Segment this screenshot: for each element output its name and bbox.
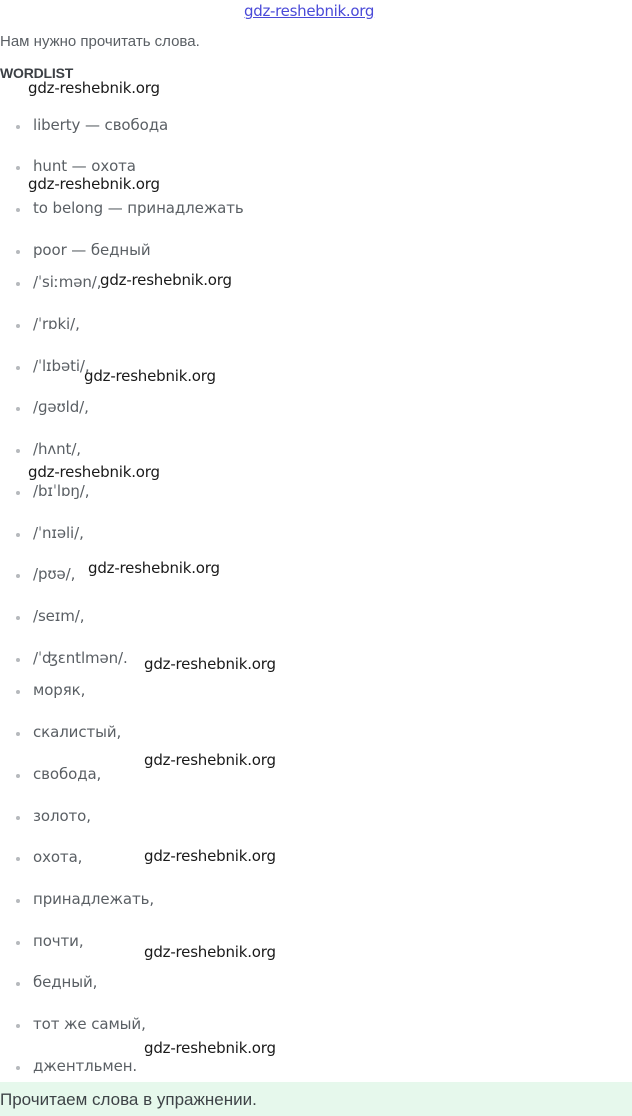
bullet-icon bbox=[16, 533, 20, 537]
list-item bbox=[0, 807, 400, 829]
word-text: /bɪˈlɒŋ/, bbox=[33, 482, 90, 500]
bullet-icon bbox=[16, 857, 20, 861]
list-item bbox=[0, 199, 400, 221]
watermark: gdz-reshebnik.org bbox=[28, 175, 160, 193]
word-text: джентльмен. bbox=[33, 1057, 138, 1075]
footer-bar bbox=[0, 1082, 632, 1116]
list-item bbox=[0, 440, 400, 462]
bullet-icon bbox=[16, 816, 20, 820]
list-item bbox=[0, 482, 400, 504]
list-item bbox=[0, 681, 400, 703]
word-text: /ˈsiːmən/, bbox=[33, 273, 102, 291]
bullet-icon bbox=[16, 449, 20, 453]
word-text: /ˈrɒki/, bbox=[33, 315, 80, 333]
site-link[interactable]: gdz-reshebnik.org bbox=[244, 2, 375, 20]
watermark: gdz-reshebnik.org bbox=[144, 847, 276, 865]
word-text: to belong — принадлежать bbox=[33, 199, 244, 217]
list-item bbox=[0, 1057, 400, 1079]
word-text: /ɡəʊld/, bbox=[33, 398, 89, 416]
word-text: /ˈlɪbəti/, bbox=[33, 357, 90, 375]
word-text: poor — бедный bbox=[33, 241, 151, 259]
word-text: тот же самый, bbox=[33, 1015, 146, 1033]
list-item bbox=[0, 315, 400, 337]
watermark: gdz-reshebnik.org bbox=[28, 79, 160, 97]
list-item bbox=[0, 398, 400, 420]
word-text: /ˈʤɛntlmən/. bbox=[33, 649, 128, 667]
bullet-icon bbox=[16, 690, 20, 694]
bullet-icon bbox=[16, 774, 20, 778]
watermark: gdz-reshebnik.org bbox=[84, 367, 216, 385]
bullet-icon bbox=[16, 1024, 20, 1028]
watermark: gdz-reshebnik.org bbox=[100, 271, 232, 289]
watermark: gdz-reshebnik.org bbox=[28, 463, 160, 481]
bullet-icon bbox=[16, 324, 20, 328]
bullet-icon bbox=[16, 982, 20, 986]
list-item bbox=[0, 241, 400, 263]
watermark: gdz-reshebnik.org bbox=[144, 655, 276, 673]
bullet-icon bbox=[16, 658, 20, 662]
word-text: охота, bbox=[33, 848, 83, 866]
bullet-icon bbox=[16, 208, 20, 212]
bullet-icon bbox=[16, 366, 20, 370]
word-text: принадлежать, bbox=[33, 890, 155, 908]
bullet-icon bbox=[16, 574, 20, 578]
word-text: liberty — свобода bbox=[33, 116, 169, 134]
list-item bbox=[0, 524, 400, 546]
bullet-icon bbox=[16, 250, 20, 254]
list-item bbox=[0, 607, 400, 629]
word-text: /hʌnt/, bbox=[33, 440, 81, 458]
word-text: золото, bbox=[33, 807, 91, 825]
bullet-icon bbox=[16, 282, 20, 286]
footer-text: Прочитаем слова в упражнении. bbox=[0, 1090, 257, 1109]
list-item bbox=[0, 723, 400, 745]
list-item bbox=[0, 973, 400, 995]
bullet-icon bbox=[16, 616, 20, 620]
intro-text: Нам нужно прочитать слова. bbox=[0, 33, 200, 50]
word-text: свобода, bbox=[33, 765, 102, 783]
word-text: /pʊə/, bbox=[33, 565, 76, 583]
bullet-icon bbox=[16, 125, 20, 129]
word-text: моряк, bbox=[33, 681, 86, 699]
bullet-icon bbox=[16, 941, 20, 945]
word-text: /ˈnɪəli/, bbox=[33, 524, 84, 542]
list-item bbox=[0, 890, 400, 912]
list-item bbox=[0, 116, 400, 138]
word-text: бедный, bbox=[33, 973, 98, 991]
watermark: gdz-reshebnik.org bbox=[144, 1039, 276, 1057]
list-item bbox=[0, 1015, 400, 1037]
bullet-icon bbox=[16, 1066, 20, 1070]
bullet-icon bbox=[16, 732, 20, 736]
bullet-icon bbox=[16, 899, 20, 903]
watermark: gdz-reshebnik.org bbox=[144, 943, 276, 961]
wordlist-heading: WORDLIST bbox=[0, 65, 74, 81]
watermark: gdz-reshebnik.org bbox=[88, 559, 220, 577]
bullet-icon bbox=[16, 407, 20, 411]
bullet-icon bbox=[16, 491, 20, 495]
watermark: gdz-reshebnik.org bbox=[144, 751, 276, 769]
word-text: /seɪm/, bbox=[33, 607, 85, 625]
bullet-icon bbox=[16, 166, 20, 170]
word-text: скалистый, bbox=[33, 723, 122, 741]
word-text: hunt — охота bbox=[33, 157, 136, 175]
word-text: почти, bbox=[33, 932, 84, 950]
